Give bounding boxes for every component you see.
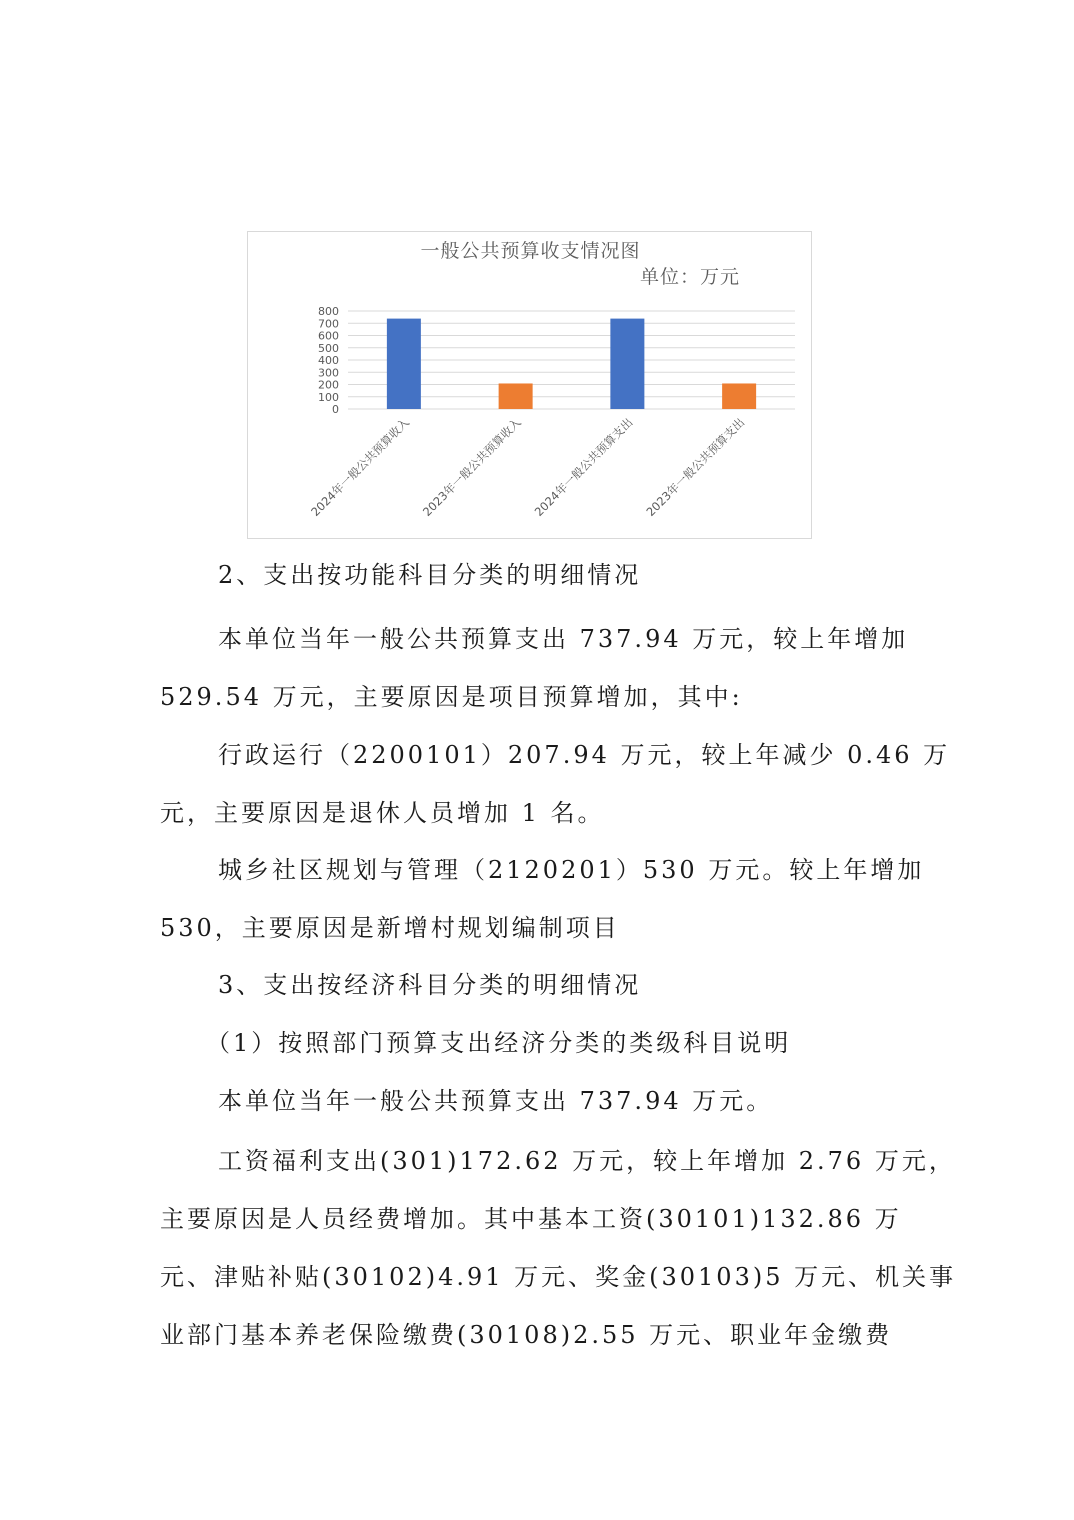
x-tick-label: 2024年一般公共预算支出 (531, 415, 636, 520)
section3-heading-block (160, 956, 930, 1014)
bar (499, 383, 533, 409)
section2-heading: 2、支出按功能科目分类的明细情况 (218, 561, 642, 589)
bar (722, 383, 756, 409)
section3-paragraph-1 (160, 1072, 930, 1130)
chart-plot (248, 232, 813, 540)
paragraph-line: 本单位当年一般公共预算支出 737.94 万元，较上年增加 (218, 625, 909, 653)
y-tick-label: 400 (318, 354, 339, 367)
paragraph-line: 业部门基本养老保险缴费(30108)2.55 万元、职业年金缴费 (160, 1321, 893, 1349)
section2-paragraph-1 (160, 610, 930, 726)
section2-heading-block (160, 546, 930, 604)
paragraph-line: 行政运行（2200101）207.94 万元，较上年减少 0.46 万 (218, 741, 951, 769)
paragraph-line: 工资福利支出(301)172.62 万元，较上年增加 2.76 万元， (218, 1147, 956, 1175)
y-tick-label: 0 (332, 403, 339, 416)
budget-chart (247, 231, 812, 539)
y-tick-label: 200 (318, 378, 339, 392)
paragraph-line: 本单位当年一般公共预算支出 737.94 万元。 (218, 1087, 774, 1115)
x-tick-label: 2023年一般公共预算收入 (419, 415, 524, 520)
x-tick-label: 2023年一般公共预算支出 (643, 415, 748, 520)
paragraph-line: 元、津贴补贴(30102)4.91 万元、奖金(30103)5 万元、机关事 (160, 1263, 957, 1291)
paragraph-line: 城乡社区规划与管理（2120201）530 万元。较上年增加 (218, 856, 925, 884)
x-tick-label: 2024年一般公共预算收入 (308, 415, 412, 520)
y-tick-label: 500 (318, 341, 339, 355)
bar (387, 319, 421, 409)
bar (610, 319, 644, 409)
section3-paragraph-2 (160, 1132, 957, 1364)
paragraph-line: 主要原因是人员经费增加。其中基本工资(30101)132.86 万 (160, 1205, 902, 1233)
y-tick-label: 300 (318, 366, 339, 380)
section2-paragraph-3 (160, 841, 930, 957)
paragraph-line: 529.54 万元，主要原因是项目预算增加，其中: (160, 683, 743, 711)
section3-subheading: （1）按照部门预算支出经济分类的类级科目说明 (206, 1029, 792, 1057)
paragraph-line: 元，主要原因是退休人员增加 1 名。 (160, 799, 605, 827)
y-tick-label: 600 (318, 329, 339, 343)
chart-title: 一般公共预算收支情况图 (420, 240, 641, 262)
chart-subtitle: 单位：万元 (640, 266, 741, 288)
y-tick-label: 800 (318, 305, 339, 318)
section2-paragraph-2 (160, 726, 951, 842)
y-tick-label: 700 (318, 317, 339, 331)
section3-subheading-block (160, 1014, 930, 1072)
paragraph-line: 530，主要原因是新增村规划编制项目 (160, 914, 620, 942)
y-tick-label: 100 (318, 390, 339, 404)
section3-heading: 3、支出按经济科目分类的明细情况 (218, 971, 642, 999)
